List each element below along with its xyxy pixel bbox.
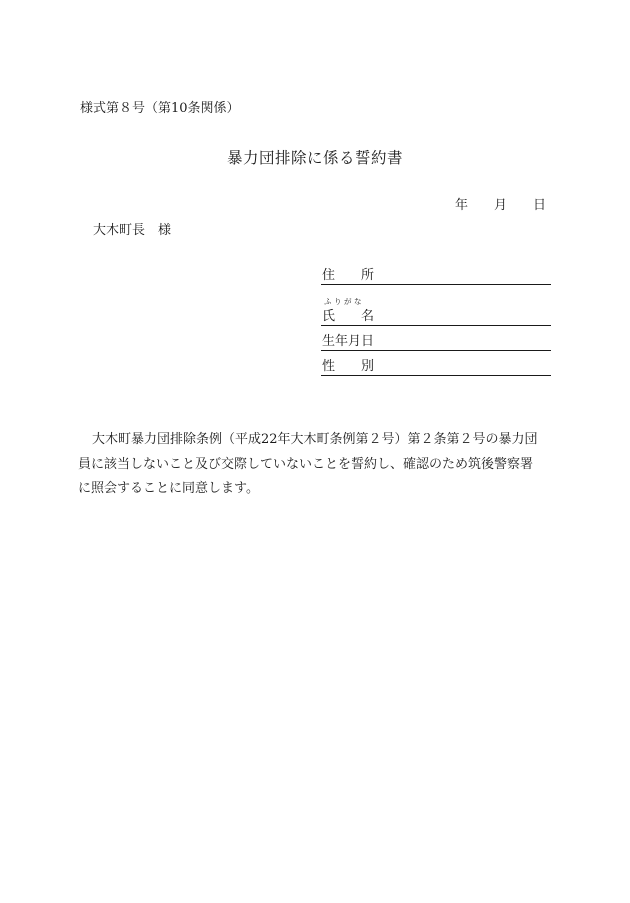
gender-label: 性 別 <box>322 359 375 374</box>
date-month-label: 月 <box>494 198 508 213</box>
name-field[interactable] <box>321 307 551 326</box>
name-label: 氏 名 <box>322 309 375 324</box>
gender-field[interactable] <box>321 357 551 376</box>
document-title: 暴力団排除に係る誓約書 <box>226 149 403 167</box>
address-label: 住 所 <box>322 268 375 283</box>
addressee-name: 大木町長 <box>93 223 146 238</box>
statement-line-3: に照会することに同意します。 <box>78 481 259 496</box>
form-number: 様式第８号（第10条関係） <box>80 101 240 116</box>
date-year-label: 年 <box>455 198 469 213</box>
birthdate-field[interactable] <box>321 332 551 351</box>
date-line <box>455 194 546 213</box>
date-day-label: 日 <box>533 198 547 213</box>
birthdate-label: 生年月日 <box>322 334 375 349</box>
addressee <box>93 219 171 238</box>
address-field[interactable] <box>321 266 551 285</box>
statement-line-2: 員に該当しないこと及び交際していないことを誓約し、確認のため筑後警察署 <box>78 456 534 472</box>
statement-line-1: 大木町暴力団排除条例（平成22年大木町条例第２号）第２条第２号の暴力団 <box>92 432 538 447</box>
pledge-statement <box>78 428 553 502</box>
furigana-label: ふりがな <box>324 297 364 306</box>
addressee-honorific: 様 <box>158 223 172 238</box>
